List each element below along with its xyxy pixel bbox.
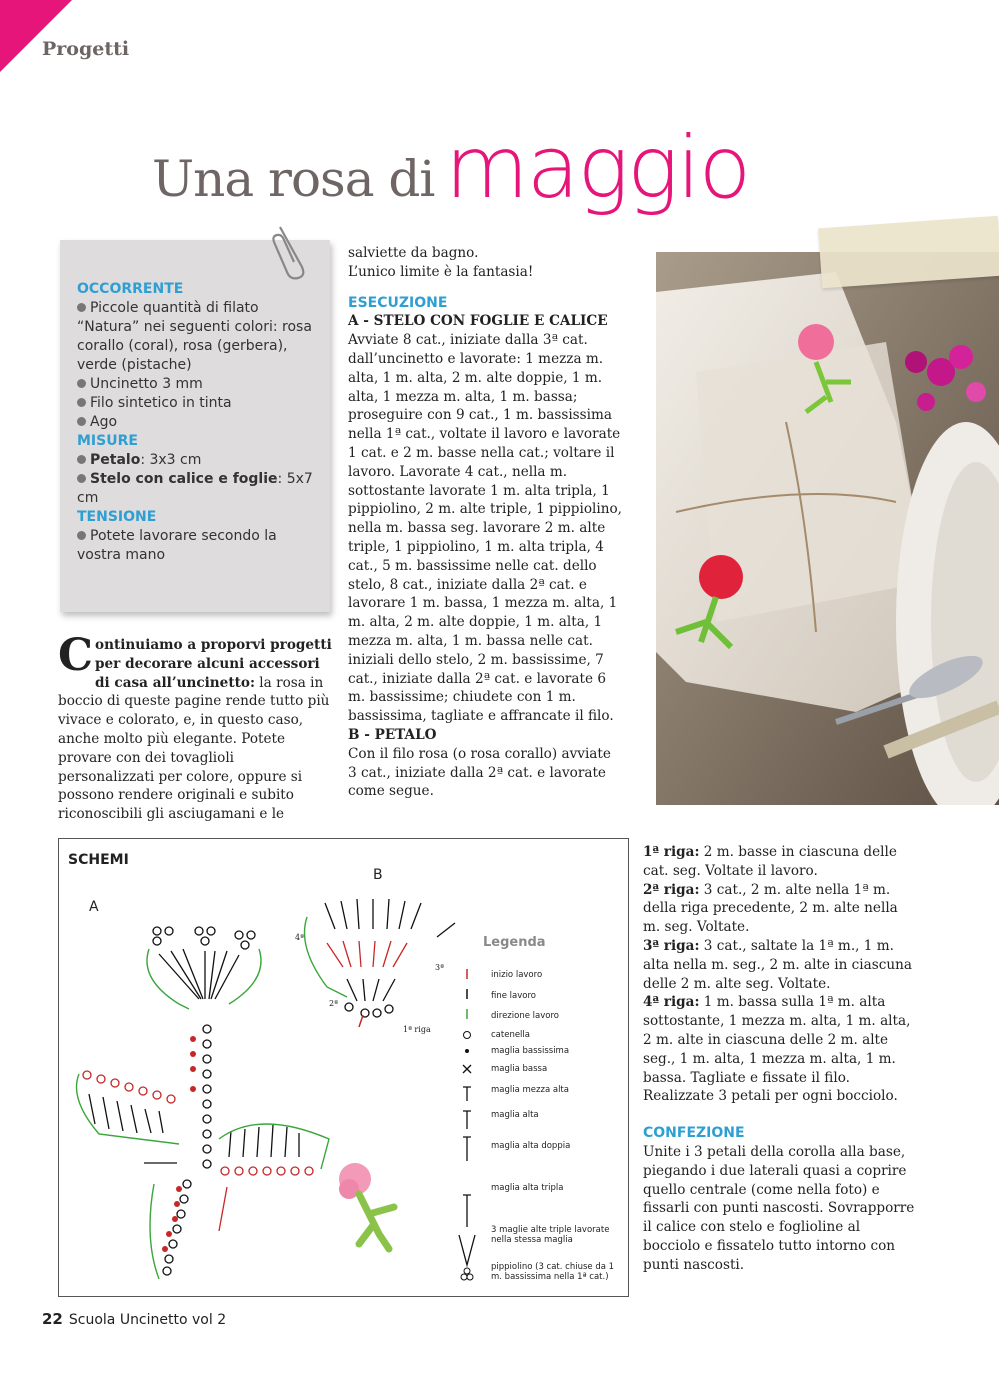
stem-instructions: Avviate 8 cat., iniziate dalla 3ª cat. dall’uncinetto e lavorate: 1 mezza m. alta, 1 m. alta, 2 m. alte doppie, 1 m. alta, 1 mezza m. alta, 1 m. bassa; proseguire con 9 cat., 1 m. bassissima nella 1ª cat., voltate il lavoro e lavorate 1 cat. e 2 m. basse nella cat.; voltare il lavoro. Lavorate 4 cat., nella m. sottostante lavorate 1 m. alta tripla, 1 pippiolino, 2 m. alte triple, 1 pippiolino, nella m. bassa seg. lavorare 2 m. alte triple, 1 pippiolino, 1 m. alta tripla, 4 cat., 5 m. bassissime nelle cat. dello stelo, 8 cat., iniziate dalla 2ª cat. e lavorare 1 m. bassa, 1 mezza m. alta, 1 m. alta, 2 m. alte doppie, 1 m. alta, 1 mezza m. alta, 1 m. bassa nelle cat. iniziali dello stelo, 2 m. bassissime, 7 cat., iniziate dalla 2ª cat. e lavorate 6 m. bassissime; chiudete con 1 m. bassissima, tagliate e affrancate il filo.	[348, 332, 622, 725]
row-label: 3ª	[435, 963, 444, 972]
paperclip-icon	[270, 222, 310, 282]
crochet-diagrams	[58, 838, 629, 1297]
list-item: Petalo: 3x3 cm	[77, 451, 322, 470]
row-label: 1ª riga	[403, 1025, 431, 1034]
list-item: Piccole quantità di filato “Natura” nei seguenti colori: rosa corallo (coral), rosa (gerbera), verde (pistache)	[77, 300, 312, 373]
list-item: Potete lavorare secondo la vostra mano	[77, 528, 277, 563]
list-item: Ago	[77, 413, 322, 432]
row-instruction: 4ª riga: 1 m. bassa sulla 1ª m. alta sottostante, 1 mezza m. alta, 1 m. alta, 2 m. alte in ciascuna delle 2 m. alte seg., 1 m. alta, 1 mezza m. alta, 1 m. bassa. Tagliate e fissate il filo. Realizzate 3 petali per ogni bocciolo.	[643, 994, 911, 1105]
intro-text: Continuiamo a proporvi progetti per decorare alcuni accessori di casa all’uncinetto: la rosa in boccio di queste pagine rende tutto più vivace e colorato, e, in questo caso, anche molto più elegante. Potete provare con dei tovaglioli personalizzati per colore, oppure si possono rendere originali e subito riconoscibili gli asciugamani e le	[58, 630, 332, 823]
legend-item: maglia bassa	[491, 1064, 548, 1074]
confezione-heading: CONFEZIONE	[643, 1125, 745, 1142]
diagram-b-label: B	[373, 867, 383, 883]
list-item: Filo sintetico in tinta	[77, 394, 322, 413]
page-number: 22	[42, 1310, 63, 1328]
bullet-icon	[77, 303, 86, 312]
schemi-title: SCHEMI	[68, 852, 129, 868]
page-footer	[42, 1310, 226, 1328]
legend-item: fine lavoro	[491, 991, 536, 1001]
esecuzione-heading: ESECUZIONE	[348, 294, 448, 311]
tensione-heading: TENSIONE	[77, 509, 157, 525]
legend-item: inizio lavoro	[491, 970, 543, 980]
bullet-icon	[77, 455, 86, 464]
row-instruction: 3ª riga: 3 cat., saltate la 1ª m., 1 m. alta nella m. seg., 2 m. alte in ciascuna delle 2 m. alte seg. Voltate.	[643, 937, 912, 992]
section-label: Progetti	[42, 38, 130, 60]
confezione-text: Unite i 3 petali della corolla alla base, piegando i due laterali quasi a coprire quello centrale (come nella foto) e fissarli con punti nascosti. Sovrapporre il calice con stelo e foglioline al bocciolo e fissatelo tutto intorno con punti nascosti.	[643, 1143, 915, 1273]
dropcap: C	[58, 630, 94, 681]
legend-item: maglia alta doppia	[491, 1141, 571, 1151]
tape-strip	[818, 216, 999, 288]
rows-column	[643, 843, 915, 1275]
bullet-icon	[77, 398, 86, 407]
stem-heading: A - STELO CON FOGLIE E CALICE	[348, 313, 608, 330]
magazine-name: Scuola Uncinetto vol 2	[68, 1312, 227, 1328]
misure-heading: MISURE	[77, 433, 138, 449]
legend-item: direzione lavoro	[491, 1011, 559, 1021]
diagram-a-label: A	[89, 899, 99, 915]
instructions-column: salviette da bagno. L’unico limite è la fantasia! ESECUZIONE A - STELO CON FOGLIE E CALICE Avviate 8 cat., iniziate dalla 3ª cat. dall’uncinetto e lavorate: 1 mezza m. alta, 1 m. alta, 2 m. alte doppie, 1 m. alta, 1 mezza m. alta, 1 m. bassa; proseguire con 9 cat., 1 m. bassissima nella 1ª cat., voltate il lavoro e lavorate 1 cat. e 2 m. basse nella cat.; voltare il lavoro. Lavorate 4 cat., nella m. sottostante lavorate 1 m. alta tripla, 1 pippiolino, 2 m. alte triple, 1 pippiolino, nella m. bassa seg. lavorare 2 m. alte triple, 1 pippiolino, 1 m. alta tripla, 4 cat., 5 m. bassissime nelle cat. dello stelo, 8 cat., iniziate dalla 2ª cat. e lavorare 1 m. bassa, 1 mezza m. alta, 1 m. alta, 2 m. alte doppie, 1 m. alta, 1 mezza m. alta, 1 m. bassa nelle cat. iniziali dello stelo, 2 m. bassissime, 7 cat., iniziate dalla 2ª cat. e lavorate 6 m. bassissime; chiudete con 1 m. bassissima, tagliate e affrancate il filo. B - PETALO Con il filo rosa (o rosa corallo) avviate 3 cat., iniziate dalla 2ª cat. e lavorate come segue.	[348, 245, 622, 800]
rose-napkin-photo	[656, 252, 999, 805]
row-instruction: 2ª riga: 3 cat., 2 m. alte nella 1ª m. della riga precedente, 2 m. alte nella m. seg. Voltate.	[643, 881, 898, 936]
bullet-icon	[77, 379, 86, 388]
list-item: Stelo con calice e foglie: 5x7 cm	[77, 471, 313, 506]
bullet-icon	[77, 417, 86, 426]
occorrente-heading: OCCORRENTE	[77, 281, 184, 297]
legend-item: pippiolino (3 cat. chiuse da 1 m. bassissima nella 1ª cat.)	[491, 1262, 615, 1282]
row-label: 4ª	[295, 933, 304, 942]
corner-accent	[0, 0, 72, 72]
legend-symbols	[457, 965, 479, 1285]
row-label: 2ª	[329, 999, 338, 1008]
list-item: Uncinetto 3 mm	[77, 375, 322, 394]
legend-title: Legenda	[483, 935, 546, 950]
legend-item: maglia mezza alta	[491, 1085, 569, 1095]
legend-item: catenella	[491, 1030, 530, 1040]
page-title-part1: Una rosa di	[152, 150, 435, 208]
materials-card	[60, 240, 330, 612]
legend-item: 3 maglie alte triple lavorate nella stessa maglia	[491, 1225, 610, 1245]
petal-instructions: Con il filo rosa (o rosa corallo) avviate 3 cat., iniziate dalla 2ª cat. e lavorate come segue.	[348, 745, 611, 800]
page-title-part2: maggio	[445, 118, 750, 218]
petal-heading: B - PETALO	[348, 726, 437, 743]
bullet-icon	[77, 474, 86, 483]
legend-item: maglia bassissima	[491, 1046, 570, 1056]
legend-item: maglia alta	[491, 1110, 539, 1120]
bullet-icon	[77, 531, 86, 540]
legend-item: maglia alta tripla	[491, 1183, 564, 1193]
row-instruction: 1ª riga: 2 m. basse in ciascuna delle cat. seg. Voltate il lavoro.	[643, 844, 897, 879]
